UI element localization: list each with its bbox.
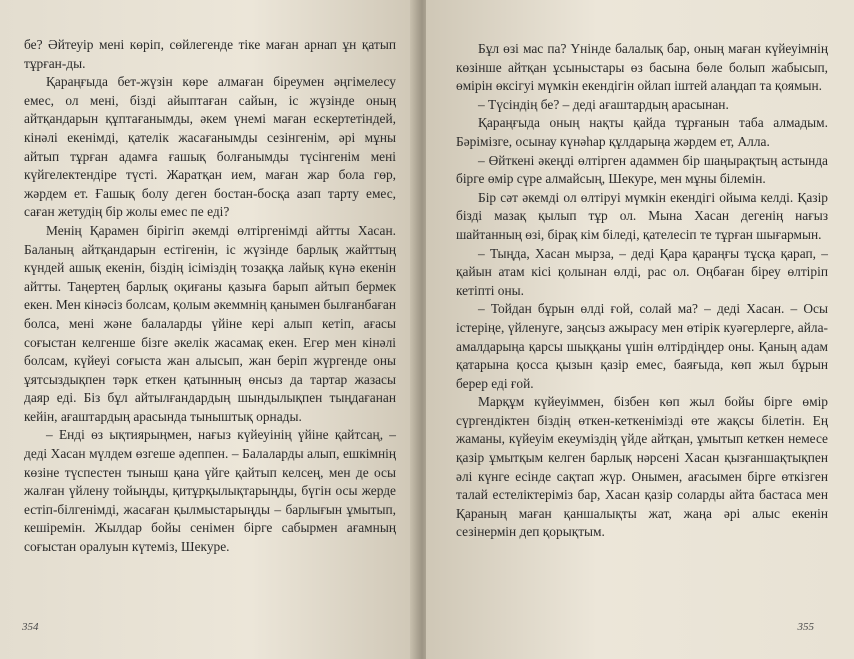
- paragraph: – Тойдан бұрын өлді ғой, солай ма? – деді Хасан. – Осы істеріңе, үйленуге, заңсыз ажырасу мен өтірік куәгерлерге, айла-амалдарыңа қарсы шыққаны үшін өлтірдіңдер оны. Қаның адам қатарына қосса қызын қазір емес, баяғыда, көп жыл бұрын берер еді ғой.: [456, 301, 828, 391]
- paragraph: Бұл өзі мас па? Үнінде балалық бар, оның маған күйеуімнің көзінше айтқан ұсыныстары өз басына бөле болып жабысып, өмірін өксігуі мүмкін екендігін ойлап іштей алаңдап та қоямын.: [456, 41, 828, 94]
- paragraph: – Түсіндің бе? – деді ағаштардың арасынан.: [478, 96, 729, 112]
- page-number-left: 354: [22, 621, 39, 633]
- paragraph: Бір сәт әкемді ол өлтіруі мүмкін екендігі ойыма келді. Қазір бізді мазақ қылып тұр ол. Мына Хасан дегенің нағыз шайтанның өзі, бірақ кім біледі, қателесіп те тұрған шығармын.: [456, 189, 828, 242]
- page-number-right: 355: [797, 621, 814, 633]
- left-page: [0, 0, 418, 659]
- paragraph: – Енді өз ықтиярыңмен, нағыз күйеуінің үйіне қайтсаң, – деді Хасан мүлдем өзгеше әдеппен. – Балаларды алып, ешкімнің көзіне түспестен тыныш қана үйге қайтып келсең, мен де осы жалған үйлену тойыңды, қитұрқылықтарыңды, бүгін осы жерде естіп-білгенімді, жасаған қылмыстарыңды – барлығын ұмытып, кешіремін. Жылдар бойы сенімен бірге сабырмен ағамның соғыстан оралуын күтеміз, Шекуре.: [24, 427, 396, 555]
- left-page-text: [24, 36, 396, 557]
- paragraph: бе? Әйтеуір мені көріп, сөйлегенде тіке маған арнап ұн қатып тұрған-ды.: [24, 37, 396, 71]
- paragraph: Қараңғыда бет-жүзін көре алмаған біреумен әңгімелесу емес, ол мені, бізді айыптаған сайын, іс жүзінде оның айтқандарын құптағанымды, әкем үнемі маған ескертетіндей, кінәлі екенімді, қателік жасағанымды сезінгенім, әрі мұны айтып тұрған адамға ғашық болғанымды түсінгенім мені күйгелектендіре түсті. Жаратқан ием, маған жар бола гөр, жәрдем ет. Ғашық болу деген бостан-босқа азап тарту емес, саған жетудің бір жолы емес пе еді?: [24, 74, 396, 220]
- right-page: [426, 0, 854, 659]
- paragraph: Қараңғыда оның нақты қайда тұрғанын таба алмадым. Бәрімізге, осынау күнәһар құлдарыңа жәрдем ет, Алла.: [456, 115, 828, 149]
- paragraph: – Өйткені әкеңді өлтірген адаммен бір шаңырақтың астында бірге өмір сүре алмайсың, Шекуре, мен мұны білемін.: [456, 152, 828, 187]
- paragraph: Марқұм күйеуіммен, бізбен көп жыл бойы бірге өмір сүргендіктен біздің өткен-кеткенімізді өте жақсы білетін. Ең жаманы, күйеуім екеуміздің үйде айтқан, ұмытып кеткен немесе қазір ұмытқым келген барлық нәрсені Хасан қызғаншақтықпен әлі күнге есінде сақтап жүр. Онымен, ағасымен бірге өткізген талай естеліктеріміз бар, Хасан қазір соларды айта бастаса мен Қараның маған қаншалықты жат, жаңа әрі алыс екенін сезінермін деп қорықтым.: [456, 394, 828, 540]
- right-page-text: [456, 40, 828, 542]
- paragraph: – Тыңда, Хасан мырза, – деді Қара қараңғы тұсқа қарап, – қайын атам кісі қолынан өлді, рас ол. Оңбаған біреу өлтіріп кетіпті оны.: [456, 245, 828, 298]
- paragraph: Менің Қарамен бірігіп әкемді өлтіргенімді айтты Хасан. Баланың айтқандарын естігенін, іс жүзінде барлық жайттың күндей ашық екенін, біздің ісіміздің тозаққа лайық күнә екенін айтты. Таңертең барлық оқиғаны қазыға барып айтып бермек екен. Мен кінәсіз болсам, қолым әкеммнің қанымен былғанбаған болса, мені және балаларды үйіне кері алып кетіп, ағасы соғыстан келгенше бізге әкелік жасамақ екен. Егер мен кінәлі болсам, күйеуі соғыста жан алысып, жан беріп жүргенде оны ұятсыздықпен тәрк еткен қатынның өнсыз да тартар жазасы даяр еді. Біз бұл айтылғандардың шындылықпен тыңдағанан кейін, ағаштардың арасында тыныштық орнады.: [24, 222, 396, 424]
